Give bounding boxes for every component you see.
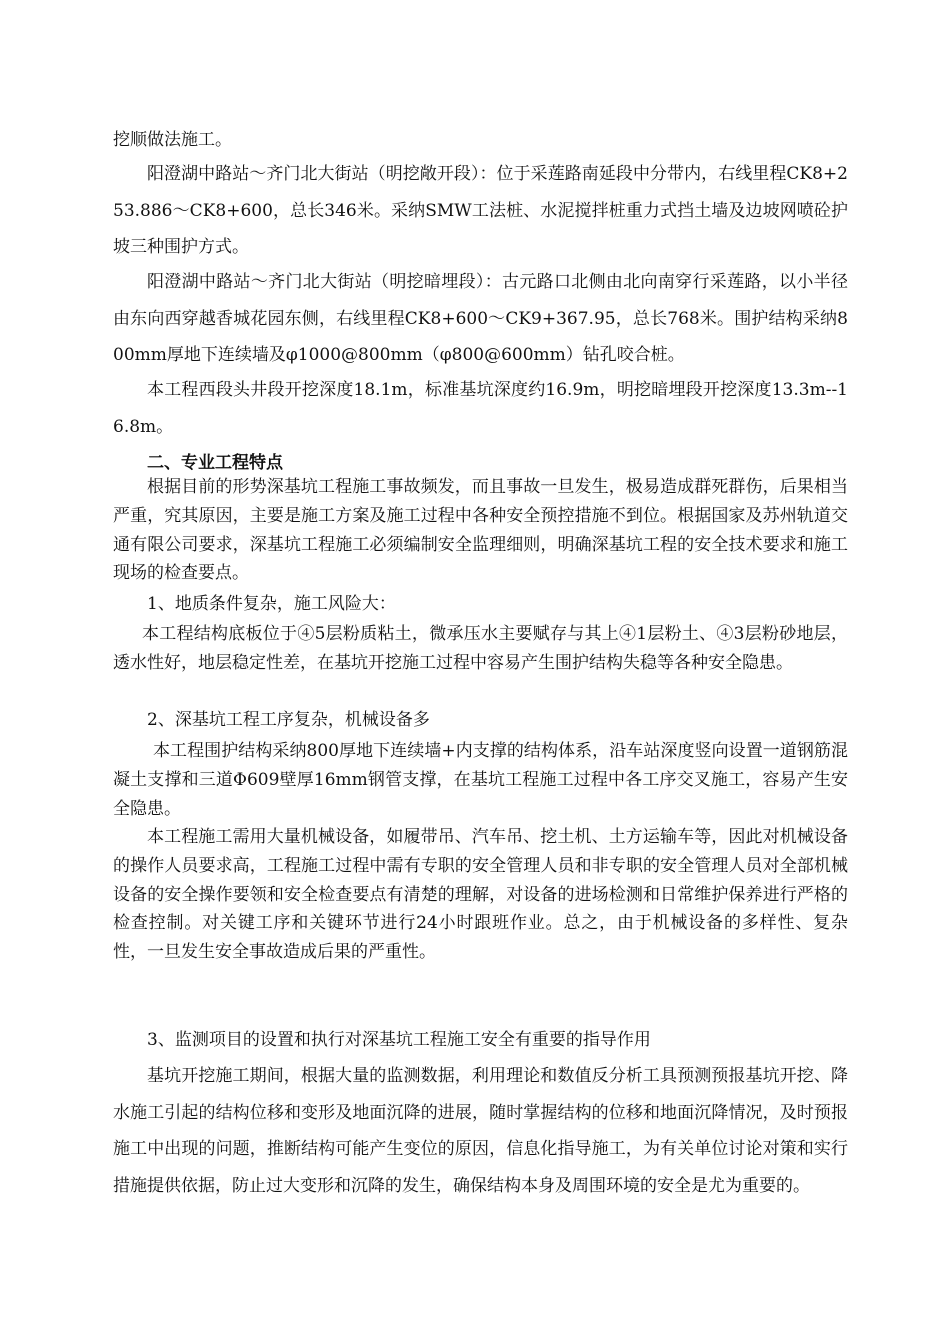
paragraph-section-intro: 根据目前的形势深基坑工程施工事故频发，而且事故一旦发生，极易造成群死群伤，后果相当严重，究其原因，主要是施工方案及施工过程中各种安全预控措施不到位。根据国家及苏州轨道交通有限公司要求，深基坑工程施工必须编制安全监理细则，明确深基坑工程的安全技术要求和施工现场的检查要点。 bbox=[113, 477, 848, 584]
paragraph-excavation-depth: 本工程西段头井段开挖深度18.1m，标准基坑深度约16.9m，明挖暗埋段开挖深度13.3m--16.8m。 bbox=[113, 380, 848, 437]
paragraph-continuation: 挖顺做法施工。 bbox=[113, 130, 232, 150]
item3-text: 基坑开挖施工期间，根据大量的监测数据，利用理论和数值反分析工具预测预报基坑开挖、降水施工引起的结构位移和变形及地面沉降的进展，随时掌握结构的位移和地面沉降情况，及时预报施工中出现的问题，推断结构可能产生变位的原因，信息化指导施工，为有关单位讨论对策和实行措施提供依据，防止过大变形和沉降的发生，确保结构本身及周围环境的安全是尤为重要的。 bbox=[113, 1066, 848, 1196]
item2-text-machinery: 本工程施工需用大量机械设备，如履带吊、汽车吊、挖土机、土方运输车等，因此对机械设备的操作人员要求高，工程施工过程中需有专职的安全管理人员和非专职的安全管理人员对全部机械设备的安全操作要领和安全检查要点有清楚的理解，对设备的进场检测和日常维护保养进行严格的检查控制。对关键工序和关键环节进行24小时跟班作业。总之，由于机械设备的多样性、复杂性，一旦发生安全事故造成后果的严重性。 bbox=[113, 827, 848, 963]
item1-text: 本工程结构底板位于④5层粉质粘土，微承压水主要赋存与其上④1层粉土、④3层粉砂地层，透水性好，地层稳定性差，在基坑开挖施工过程中容易产生围护结构失稳等各种安全隐患。 bbox=[113, 624, 848, 673]
item1-title: 1、地质条件复杂，施工风险大： bbox=[147, 594, 396, 614]
item3-title: 3、监测项目的设置和执行对深基坑工程施工安全有重要的指导作用 bbox=[147, 1030, 651, 1050]
paragraph-open-cut-section: 阳澄湖中路站～齐门北大街站（明挖敞开段）：位于采莲路南延段中分带内，右线里程CK8+253.886～CK8+600，总长346米。采纳SMW工法桩、水泥搅拌桩重力式挡土墙及边坡网喷砼护坡三种围护方式。 bbox=[113, 164, 848, 257]
section-heading: 二、专业工程特点 bbox=[147, 453, 283, 473]
item2-text-structure: 本工程围护结构采纳800厚地下连续墙+内支撑的结构体系，沿车站深度竖向设置一道钢筋混凝土支撑和三道Φ609壁厚16mm钢管支撑，在基坑工程施工过程中各工序交叉施工，容易产生安全隐患。 bbox=[113, 741, 848, 819]
paragraph-cut-and-cover-section: 阳澄湖中路站～齐门北大街站（明挖暗埋段）：古元路口北侧由北向南穿行采莲路，以小半径由东向西穿越香城花园东侧，右线里程CK8+600～CK9+367.95，总长768米。围护结构采纳800mm厚地下连续墙及φ1000@800mm（φ800@600mm）钻孔咬合桩。 bbox=[113, 272, 848, 365]
item2-title: 2、深基坑工程工序复杂，机械设备多 bbox=[147, 710, 430, 730]
